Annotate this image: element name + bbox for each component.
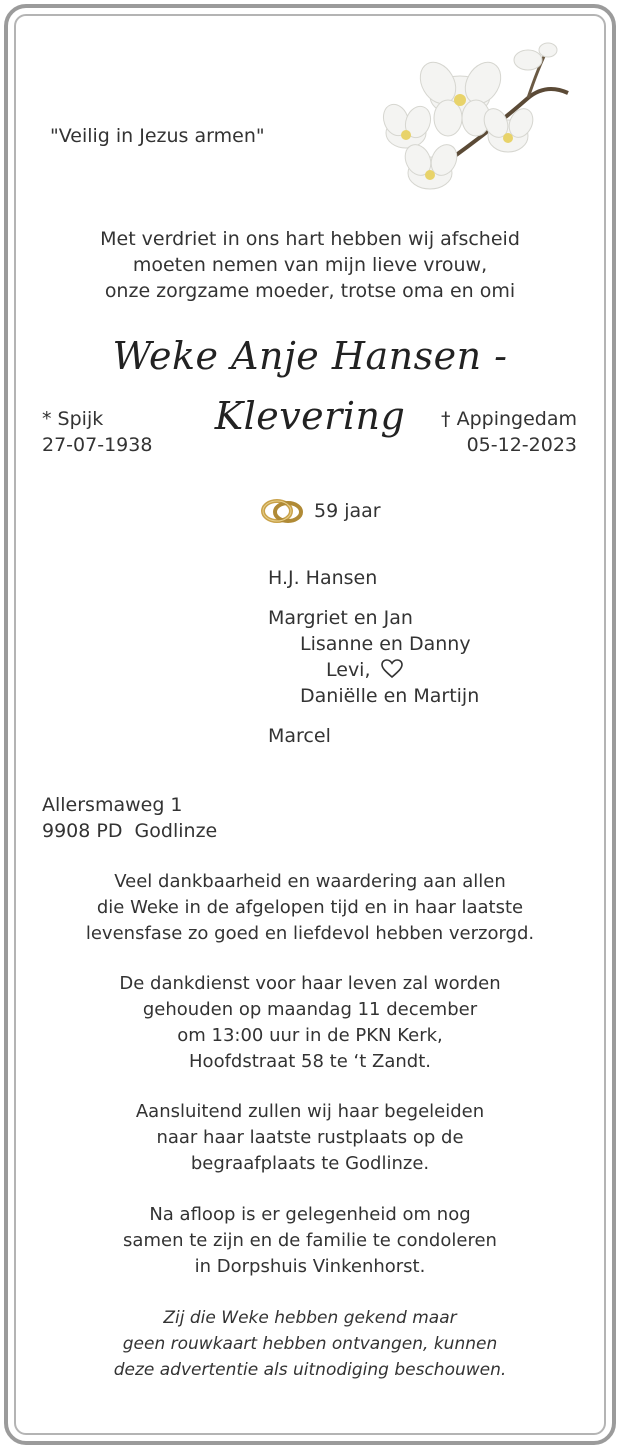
birth-date: 27-07-1938 — [42, 434, 153, 456]
family-list — [268, 565, 479, 749]
death-date: 05-12-2023 — [466, 434, 577, 456]
great-grandchild-name: Levi, — [326, 659, 371, 681]
wedding-rings-icon — [260, 496, 304, 526]
thanks-paragraph — [20, 869, 600, 947]
intro-text — [20, 226, 600, 304]
thanks-line: Veel dankbaarheid en waardering aan allen — [114, 871, 506, 892]
death-place: † Appingedam — [441, 408, 577, 430]
intro-line: moeten nemen van mijn lieve vrouw, — [132, 254, 488, 276]
address-street: Allersmaweg 1 — [42, 794, 183, 816]
grandchild-danielle: Daniëlle en Martijn — [300, 685, 480, 707]
invitation-line: Zij die Weke hebben gekend maar — [163, 1308, 457, 1328]
spouse-name: H.J. Hansen — [268, 567, 378, 589]
service-line: De dankdienst voor haar leven zal worden — [119, 973, 501, 994]
condolence-line: in Dorpshuis Vinkenhorst. — [194, 1256, 426, 1277]
condolence-paragraph — [20, 1202, 600, 1280]
intro-line: onze zorgzame moeder, trotse oma en omi — [104, 280, 516, 302]
marriage-duration — [260, 496, 381, 526]
great-grandchild-row — [268, 657, 479, 683]
burial-line: Aansluitend zullen wij haar begeleiden — [135, 1101, 485, 1122]
service-line: gehouden op maandag 11 december — [142, 999, 478, 1020]
service-paragraph — [20, 971, 600, 1075]
bible-quote: "Veilig in Jezus armen" — [50, 125, 265, 147]
burial-paragraph — [20, 1099, 600, 1177]
condolence-line: samen te zijn en de familie te condoleren — [123, 1230, 497, 1251]
address — [42, 792, 217, 844]
child-marcel: Marcel — [268, 725, 331, 747]
address-city: 9908 PD Godlinze — [42, 820, 218, 842]
grandchild-lisanne: Lisanne en Danny — [300, 633, 471, 655]
intro-line: Met verdriet in ons hart hebben wij afscheid — [100, 228, 520, 250]
heart-icon — [381, 659, 403, 679]
death-info — [441, 406, 577, 458]
thanks-line: die Weke in de afgelopen tijd en in haar laatste — [96, 897, 524, 918]
invitation-paragraph — [20, 1305, 600, 1383]
burial-line: begraafplaats te Godlinze. — [190, 1153, 430, 1174]
deceased-name: Weke Anje Hansen - Klevering — [112, 334, 508, 438]
orchid-flower-icon — [378, 38, 574, 204]
invitation-line: geen rouwkaart hebben ontvangen, kunnen — [122, 1334, 498, 1354]
birth-place: * Spijk — [42, 408, 104, 430]
marriage-years: 59 jaar — [314, 500, 381, 522]
condolence-line: Na afloop is er gelegenheid om nog — [149, 1204, 471, 1225]
service-line: Hoofdstraat 58 te ‘t Zandt. — [189, 1051, 431, 1072]
birth-info — [42, 406, 152, 458]
burial-line: naar haar laatste rustplaats op de — [156, 1127, 464, 1148]
invitation-line: deze advertentie als uitnodiging beschouwen. — [113, 1360, 507, 1380]
child-margriet: Margriet en Jan — [268, 607, 413, 629]
thanks-line: levensfase zo goed en liefdevol hebben verzorgd. — [85, 923, 535, 944]
service-line: om 13:00 uur in de PKN Kerk, — [177, 1025, 443, 1046]
